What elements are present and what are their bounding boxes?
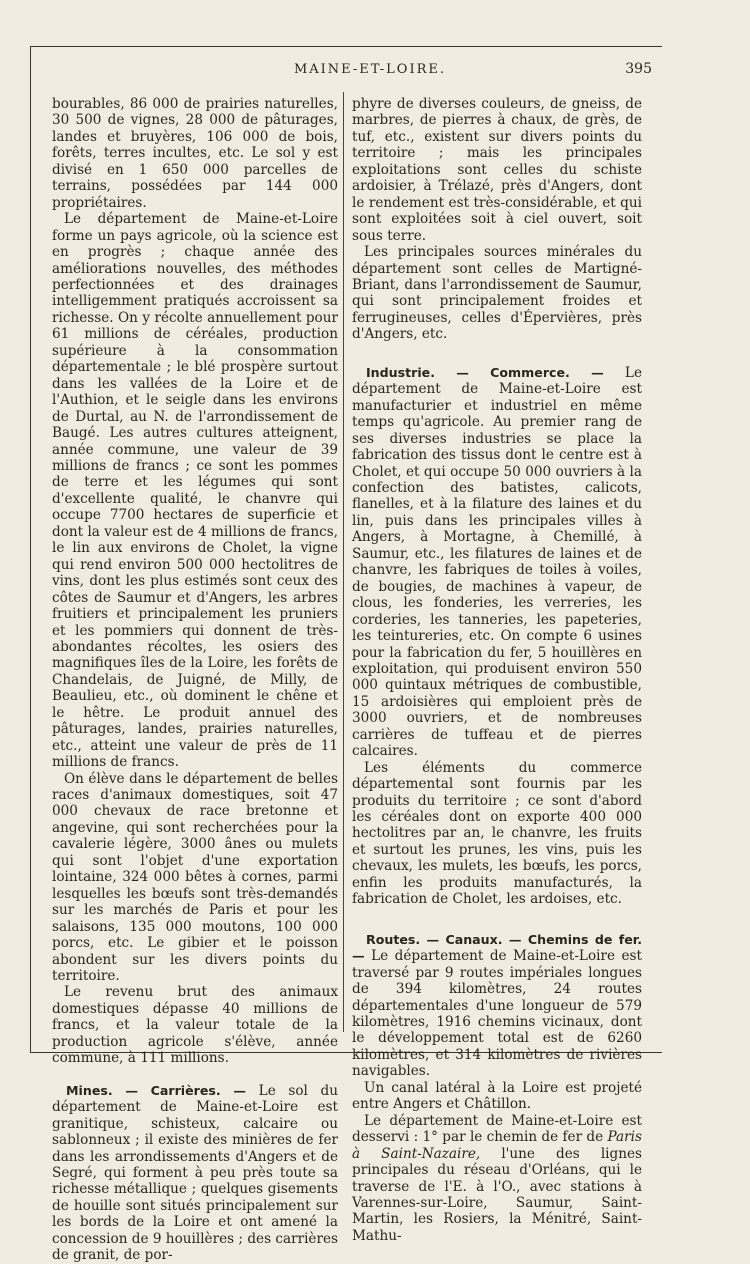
- paragraph: Le revenu brut des animaux domestiques dépasse 40 millions de francs, et la valeur totale de la production agricole s'élève, année commune, à 111 millions.: [52, 984, 338, 1067]
- running-title: MAINE-ET-LOIRE.: [293, 62, 447, 77]
- right-column: [352, 96, 642, 1244]
- column-divider: [343, 92, 344, 1032]
- paragraph: [352, 1113, 642, 1245]
- left-column: [52, 96, 338, 1264]
- industry-section: [352, 365, 642, 760]
- paragraph: Un canal latéral à la Loire est projeté entre Angers et Châtillon.: [352, 1079, 642, 1113]
- paragraph: Les principales sources minérales du département sont celles de Martigné-Briant, dans l'arrondissement de Saumur, qui sont principalement froides et ferrugineuses, celles d'Épervières, près d'Angers, etc.: [352, 244, 642, 343]
- text-run: l'une des lignes principales du réseau d'Orléans, qui le traverse de l'E. à l'O., avec stations à Varennes-sur-Loire, Saumur, Saint-Martin, les Rosiers, la Ménitré, Saint-Mathu-: [352, 1145, 642, 1244]
- paragraph: On élève dans le département de belles races d'animaux domestiques, soit 47 000 chevaux de race bretonne et angevine, qui sont recherchées pour la cavalerie légère, 3000 ânes ou mulets qui sont l'objet d'une exportation lointaine, 324 000 bêtes à cornes, parmi lesquelles les bœufs sont très-demandés sur les marchés de Paris et pour les salaisons, 135 000 moutons, 100 000 porcs, etc. Le gibier et le poisson abondent sur les divers points du territoire.: [52, 770, 338, 985]
- section-text: Le sol du département de Maine-et-Loire est granitique, schisteux, calcaire ou sablonneux ; il existe des minières de fer dans les arrondissements d'Angers et de Segré, qui forment à peu près toute sa richesse métallique ; quelques gisements de houille sont situés principalement sur les bords de la Loire et ont amené la concession de 9 houillères ; des carrières de granit, de por-: [52, 1082, 339, 1264]
- section-text: Le département de Maine-et-Loire est manufacturier et industriel en même temps qu'agricole. Au premier rang de ses diverses industries se place la fabrication des tissus dont le centre est à Cholet, et qui occupe 50 000 ouvriers à la confection des batistes, calicots, flanelles, et à la filature des laines et du lin, puis dans les principales villes à Angers, à Mortagne, à Chemillé, à Saumur, etc., les filatures de laines et de chanvre, les fabriques de toiles à voiles, de bougies, de machines à vapeur, de clous, les fonderies, les verreries, les corderies, les tanneries, les papeteries, les teintureries, etc. On compte 6 usines pour la fabrication du fer, 5 houillères en exploitation, qui produisent environ 550 000 quintaux métriques de combustible, 15 ardoisières qui emploient près de 3000 ouvriers, et de nombreuses carrières de tuffeau et de pierres calcaires.: [352, 364, 642, 760]
- section-heading: Industrie. — Commerce. —: [366, 364, 604, 380]
- paragraph: phyre de diverses couleurs, de gneiss, de marbres, de pierres à chaux, de grès, de tuf, etc., existent sur divers points du territoire ; mais les principales exploitations sont celles du schiste ardoisier, à Trélazé, près d'Angers, dont le rendement est très-considérable, et qui sont exploitées soit à ciel ouvert, soit sous terre.: [352, 96, 642, 244]
- paragraph: bourables, 86 000 de prairies naturelles, 30 500 de vignes, 28 000 de pâturages, landes et bruyères, 106 000 de bois, forêts, terres incultes, etc. Le sol y est divisé en 1 650 000 parcelles de terrains, possédées par 144 000 propriétaires.: [52, 96, 338, 211]
- text-run: Le département de Maine-et-Loire est desservi : 1° par le chemin de fer de: [352, 1112, 642, 1146]
- paragraph: Les éléments du commerce départemental sont fournis par les produits du territoire ; ce sont d'abord les céréales dont on exporte 400 000 hectolitres par an, le chanvre, les fruits et surtout les prunes, les vins, puis les chevaux, les mulets, les bœufs, les porcs, enfin les produits manufacturés, la fabrication de Cholet, les ardoises, etc.: [352, 759, 642, 908]
- mines-section: [52, 1083, 338, 1264]
- railway-line-name: Paris à Saint-Nazaire,: [352, 1129, 642, 1162]
- section-heading: Mines. — Carrières. —: [66, 1082, 247, 1098]
- paragraph: Le département de Maine-et-Loire forme un pays agricole, où la science est en progrès ; chaque année des améliorations nouvelles, des méthodes perfectionnées et des drainages intelligemment pratiqués accroissent sa richesse. On y récolte annuellement pour 61 millions de céréales, production supérieure à la consommation départementale ; le blé prospère surtout dans les vallées de la Loire et de l'Authion, et le seigle dans les environs de Durtal, au N. de l'arrondissement de Baugé. Les autres cultures atteignent, année commune, une valeur de 39 millions de francs ; ce sont les pommes de terre et les légumes qui sont d'excellente qualité, le chanvre qui occupe 7700 hectares de superficie et dont la valeur est de 4 millions de francs, le lin aux environs de Cholet, la vigne qui rend environ 500 000 hectolitres de vins, dont les plus estimés sont ceux des côtes de Saumur et d'Angers, les arbres fruitiers et principalement les pruniers et les pommiers qui donnent de très-abondantes récoltes, les osiers des magnifiques îles de la Loire, les forêts de Chandelais, de Juigné, de Milly, de Beaulieu, etc., où dominent le chêne et le hêtre. Le produit annuel des pâturages, landes, prairies naturelles, etc., atteint une valeur de près de 11 millions de francs.: [52, 211, 338, 771]
- section-heading: Routes. — Canaux. — Chemins de fer. —: [352, 931, 642, 964]
- page-number: 395: [625, 61, 652, 77]
- roads-section: [352, 932, 642, 1080]
- section-text: Le département de Maine-et-Loire est traversé par 9 routes impériales longues de 394 kilomètres, 24 routes départementales d'une longueur de 579 kilomètres, 1916 chemins vicinaux, dont le développement total est de 6260 kilomètres, et 314 kilomètres de rivières navigables.: [352, 948, 642, 1080]
- left-margin-rule: [30, 46, 31, 1052]
- top-rule: [30, 46, 662, 47]
